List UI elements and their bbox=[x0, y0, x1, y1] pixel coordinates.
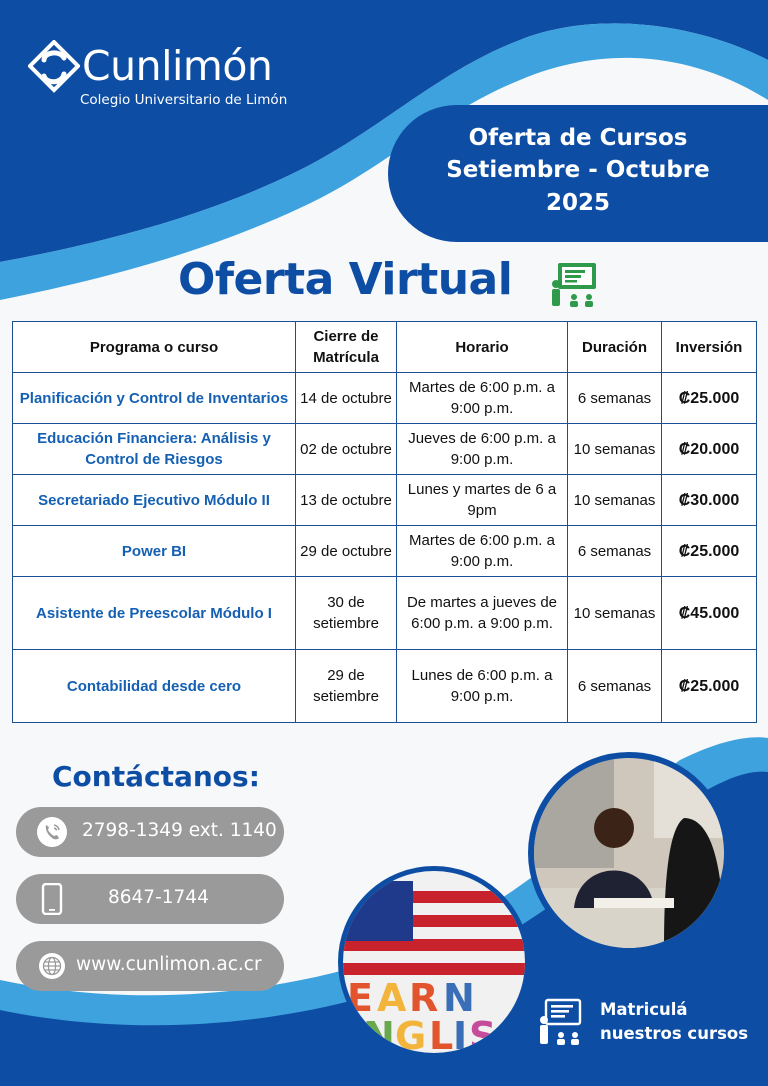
enrollment-close: 30 de setiembre bbox=[296, 577, 397, 650]
logo-mark-icon bbox=[28, 40, 80, 98]
svg-text:L: L bbox=[429, 1014, 454, 1053]
phone-number: 2798-1349 ext. 1140 bbox=[82, 820, 277, 841]
mobile-phone-icon bbox=[36, 883, 68, 915]
virtual-class-icon bbox=[550, 262, 598, 308]
table-row bbox=[13, 424, 757, 475]
schedule: Lunes de 6:00 p.m. a 9:00 p.m. bbox=[397, 650, 568, 723]
globe-icon bbox=[36, 950, 68, 982]
enroll-class-icon bbox=[538, 998, 582, 1046]
enrollment-close: 29 de setiembre bbox=[296, 650, 397, 723]
course-name: Asistente de Preescolar Módulo I bbox=[13, 577, 296, 650]
header-program: Programa o curso bbox=[13, 322, 296, 373]
schedule: Jueves de 6:00 p.m. a 9:00 p.m. bbox=[397, 424, 568, 475]
duration: 6 semanas bbox=[568, 650, 662, 723]
duration: 6 semanas bbox=[568, 526, 662, 577]
duration: 10 semanas bbox=[568, 475, 662, 526]
schedule: Martes de 6:00 p.m. a 9:00 p.m. bbox=[397, 526, 568, 577]
svg-text:I: I bbox=[453, 1014, 468, 1053]
schedule: De martes a jueves de 6:00 p.m. a 9:00 p.m. bbox=[397, 577, 568, 650]
price: ₡30.000 bbox=[662, 475, 757, 526]
header-price: Inversión bbox=[662, 322, 757, 373]
schedule: Lunes y martes de 6 a 9pm bbox=[397, 475, 568, 526]
course-name: Secretariado Ejecutivo Módulo II bbox=[13, 475, 296, 526]
contact-title: Contáctanos: bbox=[52, 760, 260, 793]
courses-table bbox=[12, 321, 757, 723]
svg-text:N: N bbox=[363, 1014, 395, 1053]
duration: 10 semanas bbox=[568, 577, 662, 650]
price: ₡20.000 bbox=[662, 424, 757, 475]
table-row bbox=[13, 475, 757, 526]
cta-line-1: Matriculá bbox=[600, 1000, 688, 1019]
table-row bbox=[13, 526, 757, 577]
english-photo bbox=[338, 866, 530, 1058]
mobile-contact[interactable] bbox=[16, 874, 284, 924]
course-name: Planificación y Control de Inventarios bbox=[13, 373, 296, 424]
english-flag-image bbox=[343, 871, 525, 1053]
table-row bbox=[13, 650, 757, 723]
website-url: www.cunlimon.ac.cr bbox=[76, 954, 262, 975]
cunlimon-logo bbox=[28, 40, 288, 114]
svg-text:R: R bbox=[409, 976, 439, 1020]
offer-line-2: Setiembre - Octubre bbox=[446, 157, 710, 183]
mobile-number: 8647-1744 bbox=[108, 887, 209, 908]
price: ₡25.000 bbox=[662, 526, 757, 577]
page-title: Oferta Virtual bbox=[178, 254, 513, 305]
phone-contact[interactable] bbox=[16, 807, 284, 857]
duration: 10 semanas bbox=[568, 424, 662, 475]
enrollment-close: 02 de octubre bbox=[296, 424, 397, 475]
course-name: Contabilidad desde cero bbox=[13, 650, 296, 723]
svg-text:S: S bbox=[469, 1014, 497, 1053]
phone-icon bbox=[36, 816, 68, 848]
classroom-photo bbox=[528, 752, 730, 954]
enrollment-close: 29 de octubre bbox=[296, 526, 397, 577]
price: ₡25.000 bbox=[662, 650, 757, 723]
cta-line-2: nuestros cursos bbox=[600, 1024, 749, 1043]
website-contact[interactable] bbox=[16, 941, 284, 991]
schedule: Martes de 6:00 p.m. a 9:00 p.m. bbox=[397, 373, 568, 424]
enrollment-close: 14 de octubre bbox=[296, 373, 397, 424]
classroom-image bbox=[534, 758, 724, 948]
offer-banner bbox=[388, 105, 768, 242]
price: ₡45.000 bbox=[662, 577, 757, 650]
duration: 6 semanas bbox=[568, 373, 662, 424]
course-name: Educación Financiera: Análisis y Control de Riesgos bbox=[13, 424, 296, 475]
header-schedule: Horario bbox=[397, 322, 568, 373]
header-close: Cierre de Matrícula bbox=[296, 322, 397, 373]
enroll-call-to-action bbox=[600, 998, 748, 1046]
svg-text:A: A bbox=[377, 976, 407, 1020]
logo-name: Cunlimón bbox=[82, 42, 273, 90]
table-header-row bbox=[13, 322, 757, 373]
price: ₡25.000 bbox=[662, 373, 757, 424]
table-row bbox=[13, 577, 757, 650]
offer-line-1: Oferta de Cursos bbox=[468, 125, 688, 151]
enrollment-close: 13 de octubre bbox=[296, 475, 397, 526]
table-row bbox=[13, 373, 757, 424]
course-name: Power BI bbox=[13, 526, 296, 577]
header-duration: Duración bbox=[568, 322, 662, 373]
svg-text:E: E bbox=[347, 976, 373, 1020]
svg-text:N: N bbox=[443, 976, 475, 1020]
offer-line-3: 2025 bbox=[545, 190, 610, 216]
logo-subtitle: Colegio Universitario de Limón bbox=[80, 92, 288, 108]
svg-text:G: G bbox=[395, 1014, 427, 1053]
